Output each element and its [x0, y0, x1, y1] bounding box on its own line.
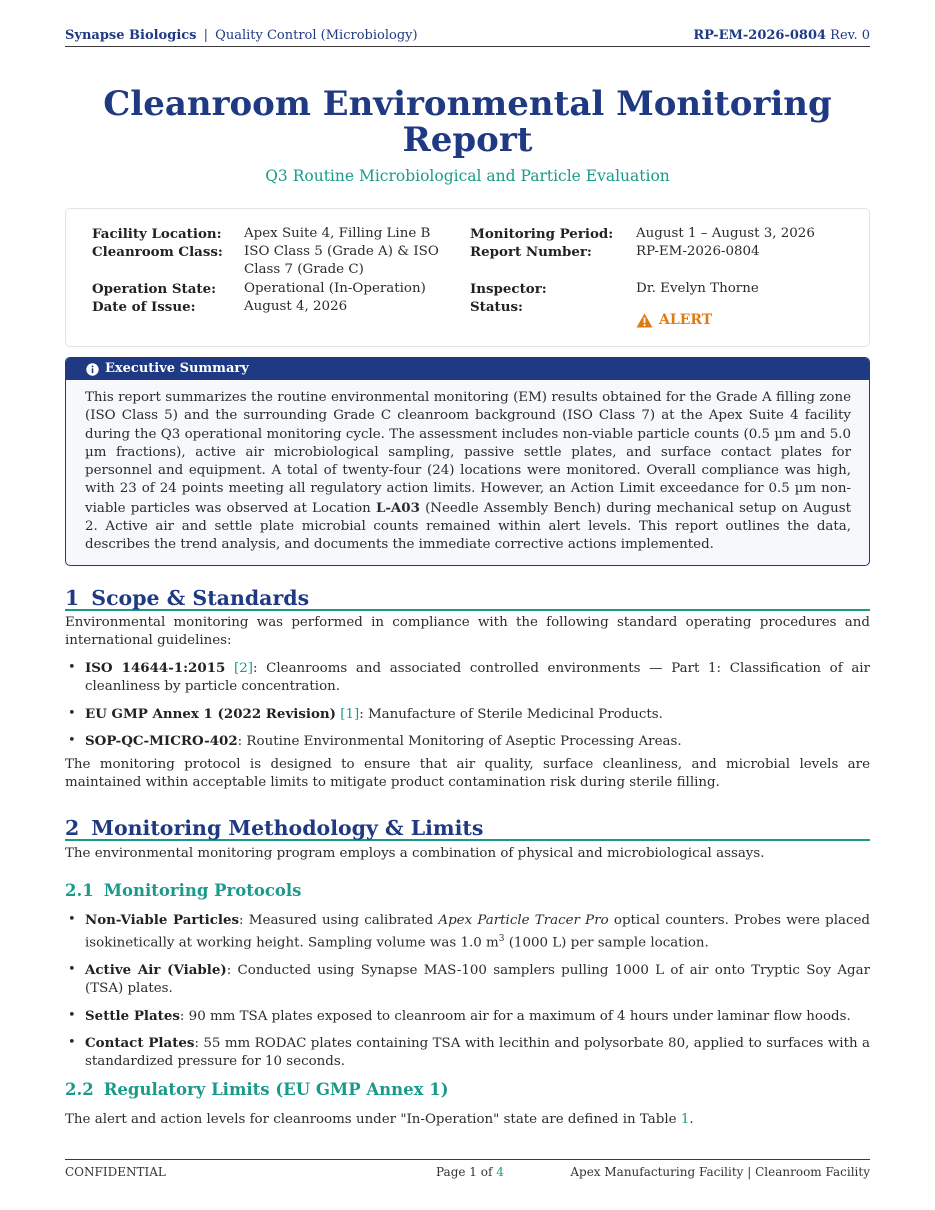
state-value: Operational (In-Operation) [244, 281, 426, 296]
inspector-label: Inspector: [470, 281, 547, 297]
standard-term: EU GMP Annex 1 (2022 Revision) [85, 705, 336, 722]
exec-text-part-1: This report summarizes the routine environmental monitoring (EM) results obtained for the Grade A filling zone (ISO Class 5) and the surrounding Grade C cleanroom background (ISO Class 7) at the Apex Suite 4 facility during the Q3 operational monitoring cycle. The assessment includes non-viable particle counts (0.5 µm and 5.0 µm fractions), active air microbiological sampling, passive settle plates, and surface contact plates for personnel and equipment. A total of twenty-four (24) locations were monitored. Overall compliance was high, with 23 of 24 points meeting all regulatory action limits. However, an Action Limit exceedance for 0.5 µm non-viable particles was observed at Location [85, 390, 851, 516]
header-separator: | [203, 28, 209, 43]
standard-desc: : Routine Environmental Monitoring of Aseptic Processing Areas. [237, 733, 682, 749]
header-dept: Quality Control (Microbiology) [215, 28, 418, 43]
executive-summary-header [66, 358, 869, 380]
protocol-desc: : 90 mm TSA plates exposed to cleanroom air for a maximum of 4 hours under laminar flow hoods. [179, 1008, 851, 1024]
footer-right: Apex Manufacturing Facility | Cleanroom Facility [570, 1165, 870, 1179]
footer-page-number [436, 1164, 504, 1181]
limits-text: The alert and action levels for cleanrooms under "In-Operation" state are defined in Table [65, 1112, 681, 1127]
list-item [65, 732, 870, 751]
subsection-2-2-number: 2.2 [65, 1080, 94, 1099]
section-1-outro: The monitoring protocol is designed to ensure that air quality, surface cleanliness, and microbial levels are maintained within acceptable limits to mitigate product contamination risk during sterile filling. [65, 757, 870, 791]
info-icon [86, 363, 99, 376]
subsection-2-2-title: Regulatory Limits (EU GMP Annex 1) [103, 1080, 449, 1099]
running-footer [65, 1159, 870, 1181]
status-label: Status: [470, 299, 523, 315]
instrument-name: Apex Particle Tracer Pro [438, 913, 609, 928]
protocol-term: Active Air (Viable) [85, 962, 227, 979]
issue-label: Date of Issue: [92, 299, 196, 315]
section-1-number: 1 [65, 586, 80, 610]
header-org: Synapse Biologics [65, 28, 197, 43]
header-doc-id: RP-EM-2026-0804 [693, 28, 827, 43]
class-label: Cleanroom Class: [92, 244, 223, 260]
standard-desc: : Manufacture of Sterile Medicinal Products. [359, 706, 663, 722]
page-subtitle: Q3 Routine Microbiological and Particle Evaluation [265, 167, 670, 185]
citation-link[interactable]: [1] [340, 706, 360, 722]
section-1-title: Scope & Standards [91, 586, 310, 610]
protocol-desc: : Conducted using Synapse MAS-100 samplers pulling 1000 L of air onto Tryptic Soy Agar (TSA) plates. [85, 963, 870, 997]
standard-term: ISO 14644-1:2015 [85, 660, 226, 676]
title-line-1: Cleanroom Environmental Monitoring [103, 84, 832, 124]
section-2-heading [65, 816, 870, 841]
standards-list [65, 659, 870, 751]
report-number-value: RP-EM-2026-0804 [636, 244, 760, 259]
page-prefix: Page 1 of [436, 1165, 497, 1179]
facility-value: Apex Suite 4, Filling Line B [244, 226, 431, 241]
status-badge [636, 311, 856, 330]
footer-left: CONFIDENTIAL [65, 1165, 166, 1179]
subsection-2-1-heading [65, 880, 301, 903]
list-item [65, 705, 870, 724]
protocol-desc: (1000 L) per sample location. [504, 935, 709, 951]
header-left [65, 27, 418, 46]
list-item [65, 961, 870, 999]
limits-paragraph [65, 1111, 870, 1129]
section-2-intro: The environmental monitoring program employs a combination of physical and microbiological assays. [65, 846, 765, 861]
section-1-heading [65, 586, 870, 611]
list-item [65, 1034, 870, 1072]
protocol-desc: optical counters. Probes were placed isokinetically at working height. Sampling volume was 1.0 m [85, 913, 870, 951]
protocols-list [65, 911, 870, 1072]
section-2-title: Monitoring Methodology & Limits [91, 816, 484, 840]
title-line-2: Report [402, 120, 533, 160]
section-1-intro: Environmental monitoring was performed in compliance with the following standard operating procedures and international guidelines: [65, 615, 870, 649]
executive-summary-title: Executive Summary [105, 361, 249, 377]
protocol-term: Settle Plates [85, 1007, 180, 1024]
executive-summary-text [66, 380, 869, 555]
class-value: ISO Class 5 (Grade A) & ISO Class 7 (Grade C) [244, 244, 439, 277]
facility-label: Facility Location: [92, 226, 222, 242]
subsection-2-1-number: 2.1 [65, 881, 94, 900]
status-value: ALERT [659, 312, 713, 328]
header-rev: Rev. 0 [830, 28, 870, 43]
running-header [65, 27, 870, 47]
unit-superscript: 3 [498, 934, 505, 945]
list-item [65, 911, 870, 953]
report-info-box [65, 208, 870, 347]
document-page [65, 0, 870, 1210]
standard-term: SOP-QC-MICRO-402 [85, 732, 238, 749]
section-2-number: 2 [65, 816, 80, 840]
exec-text-part-2: (Needle Assembly Bench) during mechanical setup on August 2. Active air and settle plate microbial counts remained within alert levels. This report outlines the data, describes the trend analysis, and documents the immediate corrective actions implemented. [85, 500, 851, 553]
inspector-value: Dr. Evelyn Thorne [636, 281, 759, 296]
warning-icon [636, 313, 653, 328]
protocol-desc: : 55 mm RODAC plates containing TSA with lecithin and polysorbate 80, applied to surfaces with a standardized pressure for 10 seconds. [85, 1035, 870, 1070]
standard-desc: : Cleanrooms and associated controlled environments — Part 1: Classification of air cleanliness by particle concentration. [85, 661, 870, 695]
page-title [65, 86, 870, 158]
page-total-link[interactable]: 4 [496, 1165, 504, 1179]
citation-link[interactable]: [2] [233, 661, 253, 676]
table-reference-link[interactable]: 1 [680, 1112, 690, 1127]
protocol-term: Non-Viable Particles [85, 912, 240, 928]
exec-location-code: L-A03 [375, 499, 420, 516]
subsection-2-2-heading [65, 1079, 449, 1102]
header-right [693, 27, 870, 46]
protocol-term: Contact Plates [85, 1034, 195, 1051]
state-label: Operation State: [92, 281, 217, 297]
issue-value: August 4, 2026 [244, 299, 348, 314]
limits-end: . [689, 1112, 694, 1127]
list-item [65, 1007, 870, 1026]
report-number-label: Report Number: [470, 244, 592, 260]
period-value: August 1 – August 3, 2026 [636, 226, 815, 241]
protocol-desc: : Measured using calibrated [239, 913, 439, 928]
period-label: Monitoring Period: [470, 226, 614, 242]
executive-summary-box [65, 357, 870, 566]
subsection-2-1-title: Monitoring Protocols [103, 881, 302, 900]
list-item [65, 659, 870, 697]
